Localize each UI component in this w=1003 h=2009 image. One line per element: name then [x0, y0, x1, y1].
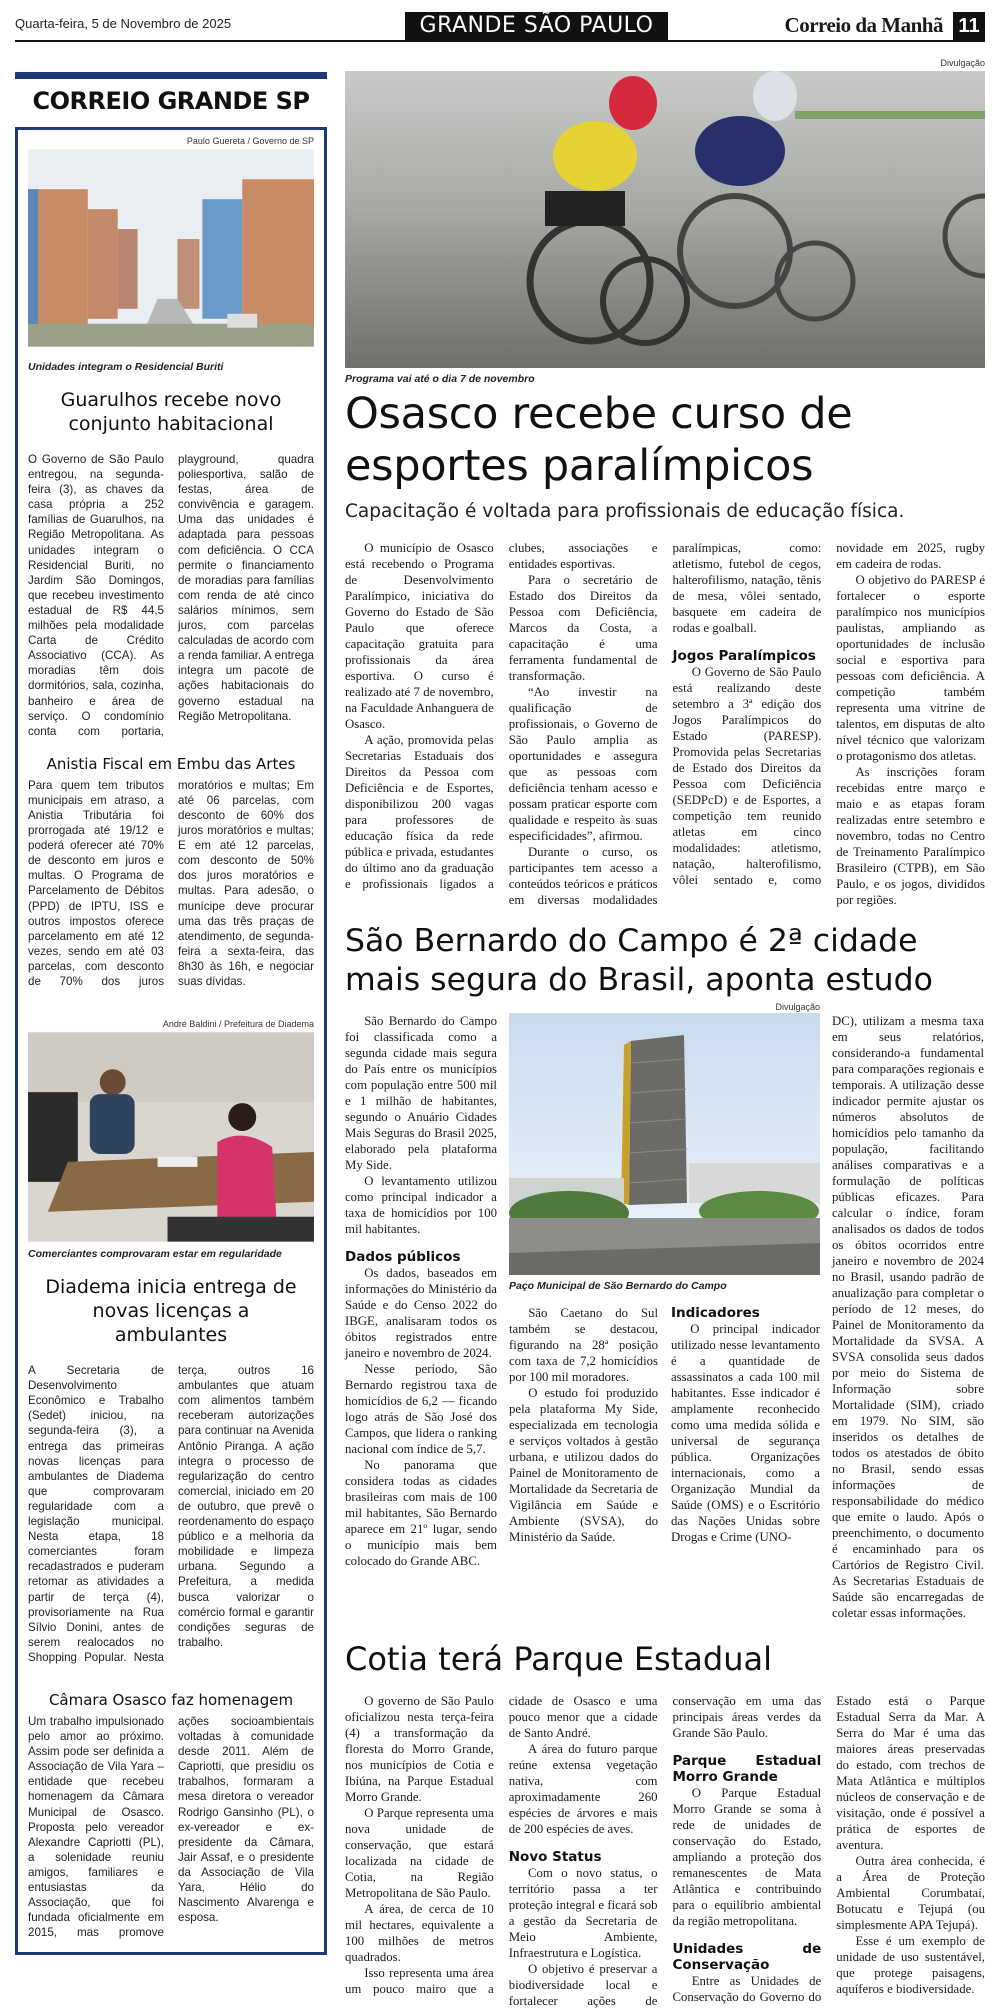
- subheading: Novo Status: [508, 1849, 602, 1865]
- paragraph: “Ao investir na qualificação de profissionais, o Governo de São Paulo amplia as oportunidades e assegura que as pessoas com deficiência tenham acesso e possam praticar esporte com qualidade e respeito às suas especificidades”, afirmou.: [508, 685, 658, 843]
- paragraph: Nesse período, São Bernardo registrou taxa de homicídios de 6,2 — ficando logo atrás de São José dos Campos, que lidera o ranking nacional com índice de 5,7.: [345, 1362, 497, 1456]
- paragraph: No panorama que considera todas as cidades brasileiras com mais de 100 mil habitantes, São Bernardo aparece em 21º lugar, sendo o município mais bem colocado do Grande ABC.: [345, 1458, 497, 1568]
- sbc-article: [345, 1013, 985, 1621]
- osasco-article-body: [345, 540, 985, 908]
- paragraph: DC), utilizam a mesma taxa em seus relatórios, considerando-a fundamental para comparações regionais e temporais. A utilização desse indicador permite ajustar os números absolutos de homicídios pelo tamanho da população, facilitando análises comparativas e a formulação de políticas públicas eficazes. Para calcular o índice, foram analisados os dados de todos os óbitos ocorridos entre janeiro e novembro de 2024 no Brasil, usando padrão de anualização para completar o período de 12 meses, do Painel de Monitoramento da Mortalidade da SVSA. A SVSA consolida seus dados por meio do Sistema de Informação sobre Mortalidade (SIM), criado em 1979. No SIM, são inseridos os detalhes de todos os atestados de óbito no Brasil, sendo essas informações de responsabilidade do médico que emite o laudo. Após o preenchimento, o documento é encaminhado para os Cartórios de Registro Civil. As Secretarias Estaduais de Saúde são encarregadas de coletar essas informações.: [832, 1014, 984, 1620]
- paragraph: As inscrições foram recebidas entre março e maio e as etapas foram realizadas entre setembro e novembro, todas no Centro de Treinamento Paralímpico Brasileiro (CTPB), em São Paulo, e os jogos, divididos por regiões.: [836, 765, 985, 907]
- page-number: 11: [953, 12, 985, 40]
- wheelchair-race-photo: [345, 71, 985, 368]
- photo-caption: Unidades integram o Residencial Buriti: [28, 361, 224, 373]
- paragraph: Esse é um exemplo de unidade de uso sustentável, que protege paisagens, aquíferos e biodiversidade.: [836, 1934, 985, 1996]
- subheading: Unidades de Conservação: [672, 1941, 822, 1973]
- article-headline: Câmara Osasco faz homenagem: [48, 1690, 294, 1709]
- sidebar: [15, 72, 327, 1955]
- paragraph: Com o novo status, o território passa a ter proteção integral e ficará sob a gestão da Secretaria de Meio Ambiente, Infraestrutura e Logística.: [508, 1866, 658, 1960]
- sidebar-title: CORREIO GRANDE SP: [32, 87, 310, 115]
- subheading: Dados públicos: [345, 1249, 461, 1265]
- photo-credit: André Baldini / Prefeitura de Diadema: [162, 1019, 314, 1030]
- paragraph: O governo de São Paulo oficializou nesta terça-feira (4) a transformação da floresta do Morro Grande, nos municípios de Cotia e Ibiúna, na Parque Estadual Morro Grande.: [345, 1694, 494, 1804]
- sidebar-box: [15, 127, 327, 1955]
- cotia-headline: Cotia terá Parque Estadual: [345, 1640, 772, 1678]
- paragraph: São Bernardo do Campo foi classificada como a segunda cidade mais segura do País entre os municípios com população entre 500 mil e 1 milhão de habitantes, segundo o Anuário Cidades Mais Seguras do Brasil 2025, elaborado pela plataforma My Side.: [345, 1014, 497, 1172]
- main-column: [345, 58, 985, 2009]
- paragraph: O Governo de São Paulo está realizando deste setembro a 3ª edição dos Jogos Paralímpicos do Estado (PARESP). Promovida pelas Secretarias de Estado dos Direitos da Pessoa com Deficiência (SEDPcD) e de Esportes, a competição tem reunido atletas em cinco modalidades: atletismo, natação, halterofilismo, vôlei sentado e, como novidade em 2025, rugby em cadeira de rodas.: [672, 541, 985, 887]
- sbc-headline: São Bernardo do Campo é 2ª cidade mais segura do Brasil, aponta estudo: [345, 923, 933, 998]
- paragraph: Entre as Unidades de Conservação do Governo do Estado está o Parque Estadual Serra da Mar. A Serra do Mar é uma das maiores áreas preservadas do estado, com trechos de Mata Atlântica e múltiplos núcleos de conservação e de visitação, onde é possível a prática de esportes de aventura.: [672, 1694, 985, 2004]
- housing-photo: [28, 149, 314, 347]
- paragraph: O Parque Estadual Morro Grande se soma à rede de unidades de conservação do Estado, ampliando a proteção dos remanescentes de Mata Atlântica e contribuindo para o equilíbrio ambiental da região metropolitana.: [672, 1786, 822, 1928]
- header-divider: [15, 40, 985, 42]
- article-headline: Diadema inicia entrega de novas licenças a ambulantes: [45, 1276, 297, 1347]
- subheading: Jogos Paralímpicos: [672, 648, 816, 664]
- sbc-article-col1: [345, 1013, 497, 1569]
- paragraph: O principal indicador utilizado nesse levantamento é a quantidade de assassinatos a cada 100 mil habitantes. Esse indicador é amplamente reconhecido como uma medida sólida e universal de segurança pública. Organizações internacionais, como a Organização Mundial da Saúde (OMS) e o Escritório das Nações Unidas sobre Drogas e Crime (UNO-: [671, 1322, 820, 1544]
- photo-credit: Divulgação: [940, 58, 985, 68]
- paragraph: Isso representa uma área um pouco mairo que a cidade de Osasco e uma pouco menor que a cidade de Santo André.: [345, 1694, 658, 1996]
- embu-article-body: [28, 778, 314, 989]
- paragraph: Para o secretário de Estado dos Direitos da Pessoa com Deficiência, Marcos da Costa, a capacitação é uma ferramenta fundamental de transformação.: [508, 573, 658, 683]
- sbc-article-col4: [832, 1013, 984, 1621]
- paragraph: O Parque representa uma nova unidade de conservação, que estará localizada na cidade de Cotia, na Região Metropolitana de São Paulo.: [345, 1806, 494, 1900]
- subheading: Indicadores: [671, 1305, 760, 1321]
- cotia-article-body: [345, 1693, 985, 2009]
- subheading: Parque Estadual Morro Grande: [672, 1753, 822, 1785]
- paragraph: O estudo foi produzido pela plataforma My Side, especializada em tecnologia e serviços voltados à gestão urbana, e utilizou dados do Painel de Monitoramento de Mortalidade da Secretaria de Vigilância em Saúde e Ambiente (SVSA), do Ministério da Saúde.: [509, 1386, 658, 1544]
- vendors-office-photo: [28, 1032, 314, 1242]
- paragraph: O objetivo é preservar a biodiversidade local e fortalecer ações de conservação em uma das principais áreas verdes da Grande São Paulo.: [508, 1694, 822, 2008]
- city-hall-photo: [509, 1013, 820, 1275]
- sbc-article-col23: [509, 1305, 820, 1551]
- paragraph: São Caetano do Sul também se destacou, figurando na 28ª posição com taxa de 7,2 homicídios por 100 mil moradores.: [509, 1306, 658, 1384]
- paragraph: Um trabalho impulsionado pelo amor ao próximo. Assim pode ser definida a Associação de Vila Yara – entidade que recebeu homenagem da Câmara Municipal de Osasco. Proposta pelo vereador Alexandre Capriotti (PL), a solenidade reuniu amigos, familiares e entusiastas da Associação, que foi fundada oficialmente em 2015, mas promove ações socioambientais voltadas à comunidade desde 2011. Além de Capriotti, que presidiu os trabalhos, formaram a mesa diretora o vereador Rodrigo Gansinho (PL), o ex-vereador e ex-presidente da Câmara, Jair Assaf, e o presidente da Associação de Vila Yara, Hélio do Nascimento Alvarenga e esposa.: [28, 1714, 314, 1940]
- photo-caption: Paço Municipal de São Bernardo do Campo: [509, 1280, 727, 1292]
- paragraph: A Secretaria de Desenvolvimento Econômico e Trabalho (Sedet) iniciou, na segunda-feira (3), a entrega das primeiras novas licenças para ambulantes de Diadema que comprovaram regularidade com a legislação municipal. Nesta etapa, 18 comerciantes foram recadastrados e puderam retomar as atividades a partir de terça (4), provisoriamente na Rua Sílvio Donini, antes de serem realocados no Shopping Popular. Nesta terça, outros 16 ambulantes que atuam com alimentos também receberam autorizações para continuar na Avenida Antônio Piranga. A ação integra o processo de regularização do centro comercial, iniciado em 20 de outubro, que prevê o reordenamento do espaço público e a melhoria da mobilidade e limpeza urbana. Segundo a Prefeitura, a medida busca valorizar o comércio formal e garantir condições seguras de trabalho.: [28, 1364, 314, 1664]
- paragraph: O levantamento utilizou como principal indicador a taxa de homicídios por 100 mil habitantes.: [345, 1174, 497, 1236]
- photo-caption: Programa vai até o dia 7 de novembro: [345, 373, 535, 385]
- main-headline: Osasco recebe curso de esportes paralímpicos: [345, 389, 853, 491]
- newspaper-logo: Correio da Manhã: [784, 13, 943, 37]
- section-title: GRANDE SÃO PAULO: [405, 12, 668, 40]
- paragraph: Outra área conhecida, é a Área de Proteção Ambiental Corumbataí, Botucatu e Tejupá (ou simplesmente APA Tejupá).: [836, 1854, 985, 1932]
- photo-credit: Paulo Guereta / Governo de SP: [186, 136, 314, 146]
- page-layout: [15, 58, 985, 2009]
- photo-credit: Divulgação: [775, 1002, 820, 1012]
- paragraph: A área, de cerca de 10 mil hectares, equivalente a 100 milhões de metros quadrados.: [345, 1902, 494, 1964]
- paragraph: Os dados, baseados em informações do Ministério da Saúde e do Censo 2022 do IBGE, analisaram todos os óbitos registrados entre janeiro e novembro de 2024.: [345, 1266, 497, 1360]
- sidebar-top-bar: [15, 72, 327, 79]
- paragraph: O município de Osasco está recebendo o Programa de Desenvolvimento Paralímpico, iniciativa do Governo do Estado de São Paulo que oferece capacitação gratuita para profissionais da área esportiva. O curso é realizado até 7 de novembro, na Faculdade Anhanguera de Osasco.: [345, 541, 494, 731]
- sbc-middle-block: [509, 1013, 820, 1551]
- camara-article-body: [28, 1714, 314, 1940]
- article-headline: Anistia Fiscal em Embu das Artes: [46, 754, 296, 773]
- paragraph: O Governo de São Paulo entregou, na segunda-feira (3), as chaves da casa própria a 252 famílias de Guarulhos, na Região Metropolitana. As unidades integram o Residencial Buriti, no Jardim São Domingos, que recebeu investimento estadual de R$ 44,5 milhões pela modalidade Carta de Crédito Associativo (CCA). As moradias têm dois dormitórios, sala, cozinha, banheiro e área de serviço. O condomínio conta com portaria, playground, quadra poliesportiva, salão de festas, área de convivência e garagem. Uma das unidades é adaptada para pessoas com deficiência. O CCA permite o financiamento de moradias para famílias com renda de até cinco salários mínimos, sem juros, com parcelas calculadas de acordo com a renda familiar. A entrega integra um pacote de ações habitacionais do governo estadual na Região Metropolitana.: [28, 453, 314, 738]
- paragraph: A área do futuro parque reúne extensa vegetação nativa, com aproximadamente 260 espécies de árvores e mais de 200 espécies de aves.: [508, 1742, 658, 1836]
- diadema-article-body: [28, 1363, 314, 1665]
- photo-caption: Comerciantes comprovaram estar em regularidade: [28, 1248, 282, 1261]
- edition-date: Quarta-feira, 5 de Novembro de 2025: [15, 16, 232, 31]
- article-headline: Guarulhos recebe novo conjunto habitacional: [60, 389, 282, 435]
- guarulhos-article-body: [28, 452, 314, 739]
- paragraph: O objetivo do PARESP é fortalecer o esporte paralímpico nos municípios paulistas, ampliando as oportunidades de inclusão social e esportiva para pessoas com deficiência. A competição também representa uma vitrine de talentos, em disputas de alto nível técnico que valorizam o protagonismo dos atletas.: [836, 573, 985, 763]
- paragraph: Para quem tem tributos municipais em atraso, a Anistia Tributária foi prorrogada até 19/12 e poderá oferecer até 70% de desconto em juros e multas. O Programa de Parcelamento de Débitos (PPD) de IPTU, ISS e outros impostos oferece parcelamento em até 12 vezes, sendo em até 03 parcelas, com desconto de 70% dos juros moratórios e multas; Em até 06 parcelas, com desconto de 60% dos juros moratórios e multas; E em até 12 parcelas, com desconto de 50% dos juros moratórios e multas. Para adesão, o munícipe deve procurar uma das três praças de atendimento, de segunda-feira a sexta-feira, das 8h30 às 16h, e negociar suas dívidas.: [28, 778, 314, 988]
- paragraph: Durante o curso, os participantes tem acesso a conteúdos teóricos e práticos em diversas modalidades paralímpicas, como: atletismo, futebol de cegos, halterofilismo, natação, tênis de mesa, vôlei sentado, basquete em cadeira de rodas e goalball.: [508, 541, 822, 907]
- paragraph: A ação, promovida pelas Secretarias Estaduais dos Direitos da Pessoa com Deficiência e de Esportes, disponibilizou 200 vagas para professores de educação física da rede pública e privada, estudantes do último ano da graduação e profissionais ligados a clubes, associações e entidades esportivas.: [345, 541, 658, 891]
- main-subtitle: Capacitação é voltada para profissionais de educação física.: [345, 501, 905, 522]
